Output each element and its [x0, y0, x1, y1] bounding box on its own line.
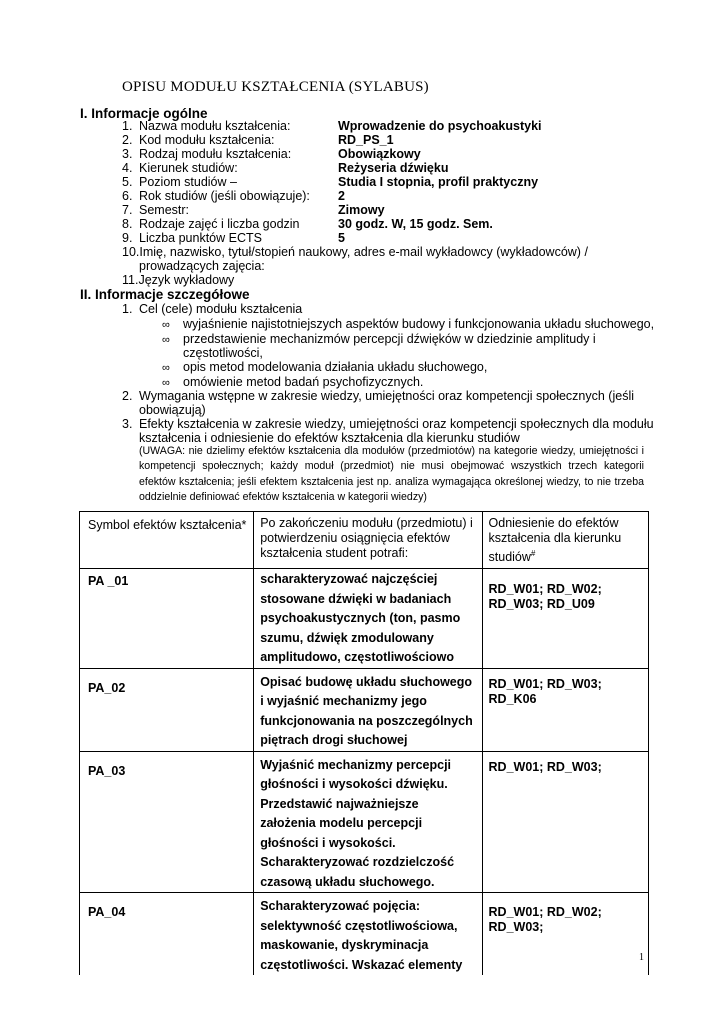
row-symbol: PA_03	[80, 751, 254, 893]
detail-item-2-cont: obowiązują)	[139, 403, 206, 417]
info-value: Zimowy	[338, 203, 385, 217]
row-reference: RD_W01; RD_W03; RD_K06	[482, 668, 648, 751]
header-reference-text: Odniesienie do efektów kształcenia dla kierunku studiów	[488, 516, 622, 565]
detail-item-1: Cel (cele) modułu kształcenia	[139, 302, 303, 316]
row-symbol: PA _01	[80, 569, 254, 669]
row-reference: RD_W01; RD_W02; RD_W03;	[482, 893, 648, 976]
info-num: 5.	[122, 175, 133, 189]
info-num: 8.	[122, 217, 133, 231]
note-paragraph: (UWAGA: nie dzielimy efektów kształcenia dla modułów (przedmiotów) na kategorie wiedzy, umiejętności i kompetencji społecznych; każdy moduł (przedmiot) nie musi obejmować wszystkich trzech kategorii efektów kształcenia; jeśli efektem kształcenia jest np. analiza wymagająca określonej wiedzy, to nie trzeba oddzielnie definiować efektów kształcenia w kategorii wiedzy)	[139, 445, 644, 503]
info-value: Obowiązkowy	[338, 147, 421, 161]
info-label: Kod modułu kształcenia:	[139, 133, 275, 147]
info-num: 2.	[122, 133, 133, 147]
info-label: Poziom studiów –	[139, 175, 237, 189]
infinity-bullet-icon: ∞	[162, 319, 170, 331]
row-symbol: PA_04	[80, 893, 254, 976]
detail-item-3-cont: kształcenia i odniesienie do efektów kształcenia dla kierunku studiów	[139, 431, 520, 445]
detail-num: 3.	[122, 417, 133, 431]
section-heading-1: I. Informacje ogólne	[80, 106, 208, 121]
bullet-text-cont: częstotliwości,	[183, 346, 263, 360]
info-value: 2	[338, 189, 345, 203]
header-symbol: Symbol efektów kształcenia*	[80, 512, 254, 569]
row-effect: Scharakteryzować pojęcia: selektywność częstotliwościowa, maskowanie, dyskryminacja częstotliwości. Wskazać elementy	[254, 893, 482, 976]
info-label: Rodzaje zajęć i liczba godzin	[139, 217, 300, 231]
detail-item-3: Efekty kształcenia w zakresie wiedzy, umiejętności oraz kompetencji społecznych dla modułu	[139, 417, 654, 431]
detail-num: 1.	[122, 302, 133, 316]
info-label: Kierunek studiów:	[139, 161, 238, 175]
header-effect: Po zakończeniu modułu (przedmiotu) i potwierdzeniu osiągnięcia efektów kształcenia student potrafi:	[254, 512, 482, 569]
info-num: 3.	[122, 147, 133, 161]
infinity-bullet-icon: ∞	[162, 377, 170, 389]
info-value: Reżyseria dźwięku	[338, 161, 449, 175]
info-num: 4.	[122, 161, 133, 175]
table-row	[80, 893, 649, 976]
info-num: 6.	[122, 189, 133, 203]
table-row	[80, 569, 649, 669]
info-item-10-cont: prowadzących zajęcia:	[139, 259, 265, 273]
header-reference	[482, 512, 648, 569]
detail-num: 2.	[122, 389, 133, 403]
info-label: Rok studiów (jeśli obowiązuje):	[139, 189, 310, 203]
row-effect: scharakteryzować najczęściej stosowane dźwięki w badaniach psychoakustycznych (ton, pasmo szumu, dźwięk zmodulowany amplitudowo, częstotliwościowo	[254, 569, 482, 669]
table-header-row	[80, 512, 649, 569]
row-symbol: PA_02	[80, 668, 254, 751]
section-heading-2: II. Informacje szczegółowe	[80, 287, 250, 302]
infinity-bullet-icon: ∞	[162, 362, 170, 374]
info-item-10: 10.Imię, nazwisko, tytuł/stopień naukowy, adres e-mail wykładowcy (wykładowców) /	[122, 245, 588, 259]
detail-item-2: Wymagania wstępne w zakresie wiedzy, umiejętności oraz kompetencji społecznych (jeśli	[139, 389, 635, 403]
page-title: OPISU MODUŁU KSZTAŁCENIA (SYLABUS)	[122, 79, 429, 95]
row-effect: Opisać budowę układu słuchowego i wyjaśnić mechanizmy jego funkcjonowania na poszczególnych piętrach drogi słuchowej	[254, 668, 482, 751]
info-value: 30 godz. W, 15 godz. Sem.	[338, 217, 493, 231]
page-number: 1	[639, 952, 644, 963]
row-reference: RD_W01; RD_W02; RD_W03; RD_U09	[482, 569, 648, 669]
bullet-text: opis metod modelowania działania układu słuchowego,	[183, 360, 488, 374]
infinity-bullet-icon: ∞	[162, 334, 170, 346]
info-value: Wprowadzenie do psychoakustyki	[338, 119, 542, 133]
table-row	[80, 668, 649, 751]
header-reference-sup: #	[530, 549, 536, 558]
info-label: Semestr:	[139, 203, 190, 217]
learning-outcomes-table	[79, 511, 649, 975]
bullet-text: wyjaśnienie najistotniejszych aspektów budowy i funkcjonowania układu słuchowego,	[183, 317, 655, 331]
bullet-text: omówienie metod badań psychofizycznych.	[183, 375, 424, 389]
info-label: Nazwa modułu kształcenia:	[139, 119, 291, 133]
info-label: Liczba punktów ECTS	[139, 231, 262, 245]
info-label: Rodzaj modułu kształcenia:	[139, 147, 292, 161]
info-value: RD_PS_1	[338, 133, 394, 147]
info-num: 9.	[122, 231, 133, 245]
info-value: 5	[338, 231, 345, 245]
row-effect: Wyjaśnić mechanizmy percepcji głośności i wysokości dźwięku. Przedstawić najważniejsze założenia modelu percepcji głośności i wysokości. Scharakteryzować rozdzielczość czasową układu słuchowego.	[254, 751, 482, 893]
table-row	[80, 751, 649, 893]
info-item-11: 11.Język wykładowy	[122, 273, 235, 287]
info-num: 1.	[122, 119, 133, 133]
bullet-text: przedstawienie mechanizmów percepcji dźwięków w dziedzinie amplitudy i	[183, 332, 596, 346]
info-num: 7.	[122, 203, 133, 217]
row-reference: RD_W01; RD_W03;	[482, 751, 648, 893]
info-value: Studia I stopnia, profil praktyczny	[338, 175, 539, 189]
